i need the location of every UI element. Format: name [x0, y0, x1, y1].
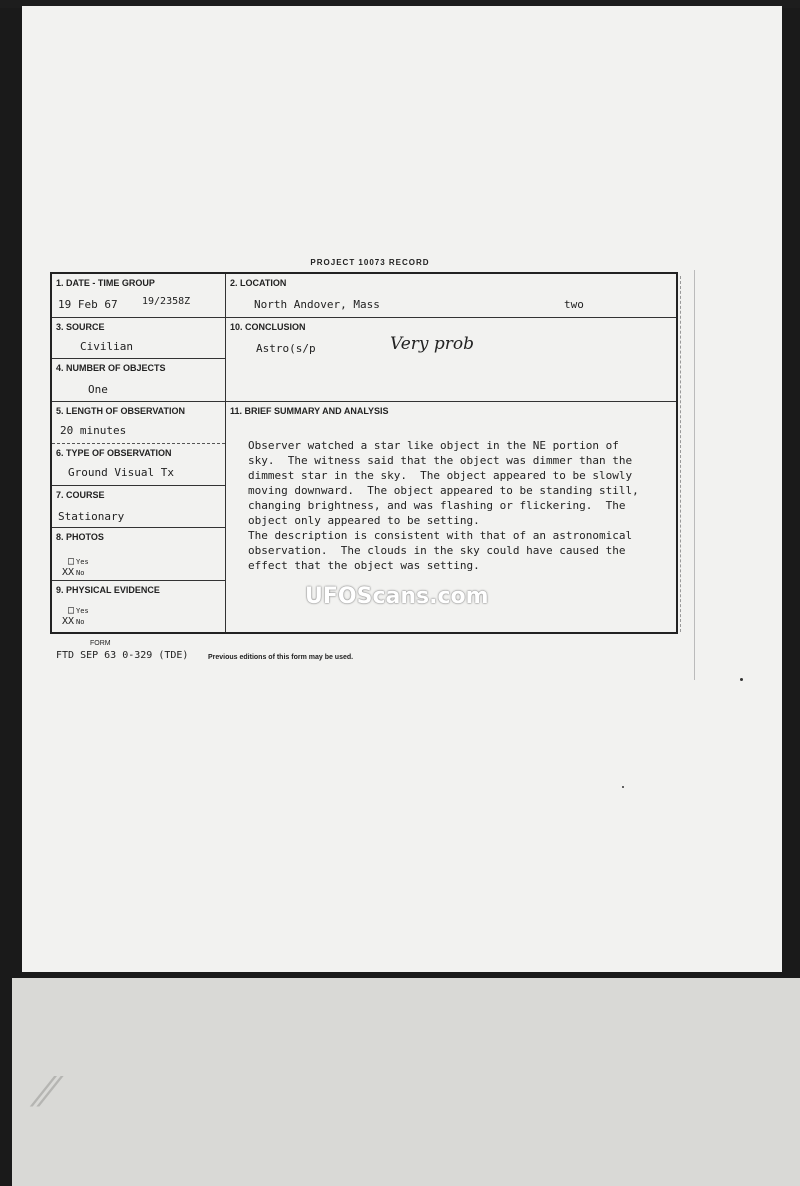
record-form: [50, 272, 678, 634]
evidence-cell: [52, 581, 225, 634]
form-edge: [680, 276, 682, 632]
course-value: Stationary: [58, 510, 125, 523]
conclusion-label: 10. CONCLUSION: [230, 322, 306, 332]
left-column: [52, 274, 226, 632]
source-cell: [52, 318, 225, 359]
date-cell: [52, 274, 225, 318]
scan-smudge: ⁄⁄: [40, 1070, 54, 1116]
source-label: 3. SOURCE: [56, 322, 105, 332]
type-cell: [52, 444, 225, 486]
photos-no-checkbox: XX: [62, 567, 75, 578]
evidence-yes-checkbox: □: [68, 605, 75, 616]
course-cell: [52, 486, 225, 528]
source-value: Civilian: [80, 340, 133, 353]
page-edge-line: [694, 270, 696, 680]
scan-speck: [740, 678, 743, 681]
photos-yes-label: Yes: [76, 558, 89, 566]
photos-no: [62, 567, 84, 578]
summary-label: 11. BRIEF SUMMARY AND ANALYSIS: [230, 406, 389, 416]
photos-label: 8. PHOTOS: [56, 532, 104, 542]
location-label: 2. LOCATION: [230, 278, 287, 288]
next-page-edge: [12, 978, 800, 1186]
form-code: FTD SEP 63 0-329 (TDE): [56, 650, 189, 661]
date-value: 19 Feb 67: [58, 298, 118, 311]
objects-value: One: [88, 383, 108, 396]
conclusion-value: Astro(s/p: [256, 342, 316, 355]
scan-speck: [622, 786, 624, 788]
evidence-yes: [68, 605, 89, 616]
length-value: 20 minutes: [60, 424, 127, 437]
date-label: 1. DATE - TIME GROUP: [56, 278, 155, 288]
evidence-label: 9. PHYSICAL EVIDENCE: [56, 585, 160, 595]
evidence-no: [62, 616, 84, 627]
photos-yes: [68, 556, 89, 567]
form-note: Previous editions of this form may be used.: [208, 654, 354, 661]
type-label: 6. TYPE OF OBSERVATION: [56, 448, 172, 458]
evidence-no-label: No: [76, 618, 85, 626]
location-value: North Andover, Mass: [254, 298, 380, 311]
location-extra: two: [564, 298, 584, 311]
length-label: 5. LENGTH OF OBSERVATION: [56, 406, 186, 416]
type-value: Ground Visual Tx: [68, 466, 174, 479]
photos-yes-checkbox: □: [68, 556, 75, 567]
photos-no-label: No: [76, 569, 85, 577]
time-value: 19/2358Z: [142, 296, 191, 307]
evidence-yes-label: Yes: [76, 607, 89, 615]
summary-text: Observer watched a star like object in the NE portion of sky. The witness said that the object was dimmer than the dimmest star in the sky. The object appeared to be slowly moving downward. The object appeared to be standing still, changing brightness, and was flashing or flickering. The object only appeared to be setting. The description is consistent with that of an astronomical observation. The clouds in the sky could have caused the effect that the object was setting.: [248, 439, 639, 572]
course-label: 7. COURSE: [56, 490, 105, 500]
form-label: FORM: [90, 640, 111, 647]
photos-cell: [52, 528, 225, 581]
conclusion-handwriting: Very prob: [390, 334, 475, 354]
conclusion-cell: [226, 318, 676, 402]
objects-label: 4. NUMBER OF OBJECTS: [56, 363, 166, 373]
watermark: UFOScans.com: [305, 584, 489, 609]
length-cell: [52, 402, 225, 444]
record-title: PROJECT 10073 RECORD: [310, 258, 430, 267]
evidence-no-checkbox: XX: [62, 616, 75, 627]
objects-cell: [52, 359, 225, 402]
location-cell: [226, 274, 676, 318]
